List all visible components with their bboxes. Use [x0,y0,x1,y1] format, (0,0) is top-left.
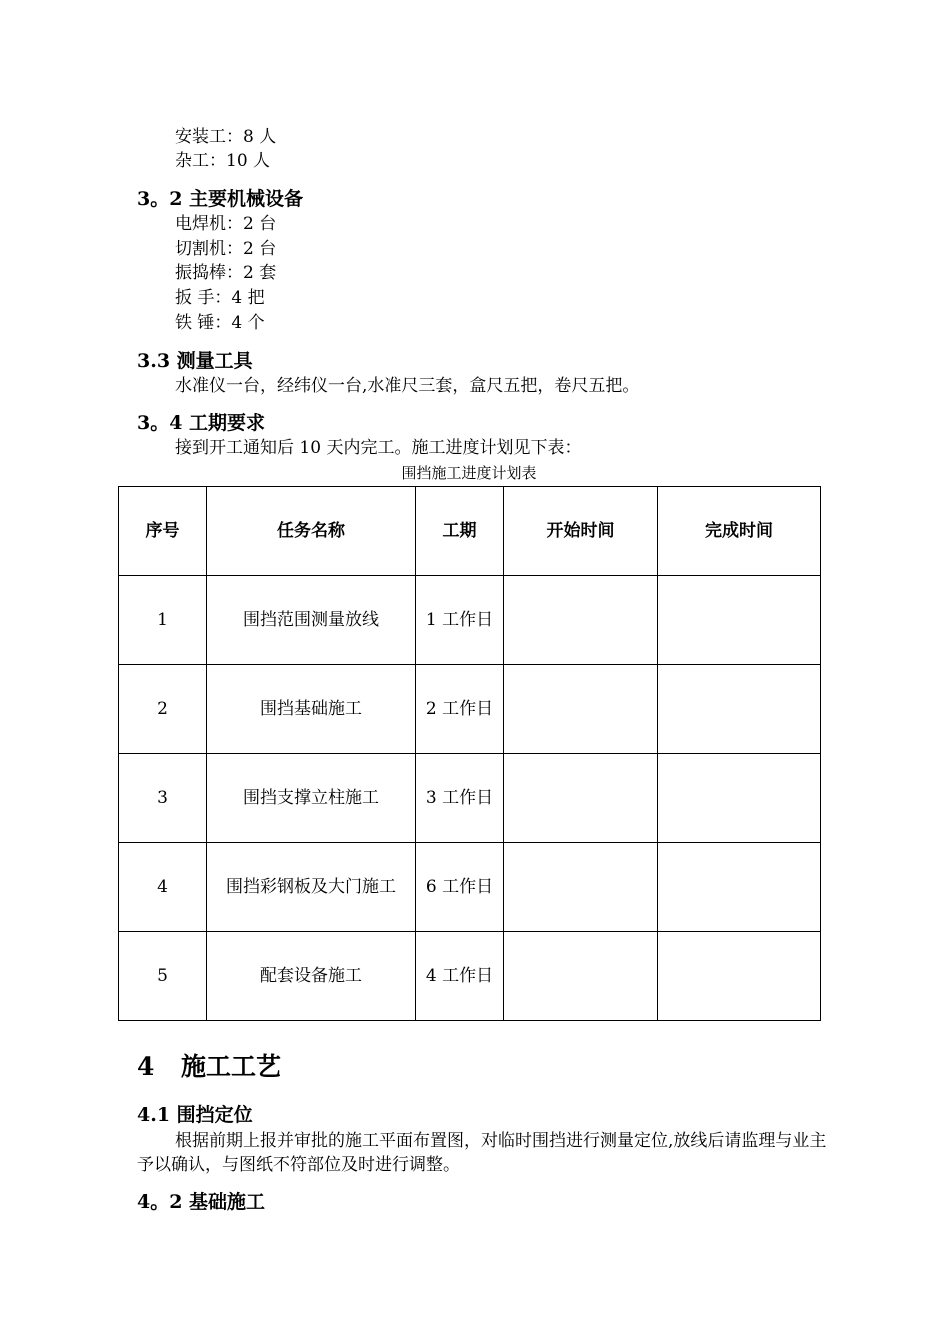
row-no: 3 [119,754,207,843]
row-duration: 4 工作日 [416,932,504,1021]
equipment-item: 铁 锤：4 个 [175,313,265,333]
row-end [658,665,821,754]
row-task: 围挡支撑立柱施工 [207,754,416,843]
header-duration: 工期 [416,487,504,576]
row-start [504,754,658,843]
heading-3-2: 3。2 主要机械设备 [137,188,304,210]
row-end [658,754,821,843]
row-end [658,932,821,1021]
row-task: 围挡彩钢板及大门施工 [207,843,416,932]
row-task: 围挡范围测量放线 [207,576,416,665]
row-no: 2 [119,665,207,754]
table-row [119,754,821,843]
row-duration: 2 工作日 [416,665,504,754]
heading-4-title: 施工工艺 [181,1052,282,1081]
staff-install: 安装工：8 人 [175,127,277,147]
row-task: 配套设备施工 [207,932,416,1021]
equipment-item: 电焊机：2 台 [175,214,277,234]
row-duration: 1 工作日 [416,576,504,665]
header-start: 开始时间 [504,487,658,576]
schedule-table [118,486,821,1021]
heading-4 [137,1052,281,1082]
heading-4-1: 4.1 围挡定位 [137,1104,253,1126]
equipment-item: 切割机：2 台 [175,239,277,259]
heading-3-4: 3。4 工期要求 [137,412,266,434]
row-start [504,932,658,1021]
tools-text: 水准仪一台，经纬仪一台,水准尺三套，盒尺五把，卷尺五把。 [175,376,640,396]
equipment-item: 扳 手：4 把 [175,288,265,308]
row-start [504,665,658,754]
row-no: 4 [119,843,207,932]
row-end [658,843,821,932]
row-start [504,843,658,932]
table-row [119,843,821,932]
table-row [119,576,821,665]
row-start [504,576,658,665]
staff-misc: 杂工：10 人 [175,151,271,171]
row-end [658,576,821,665]
heading-4-2: 4。2 基础施工 [137,1191,266,1213]
row-no: 1 [119,576,207,665]
header-no: 序号 [119,487,207,576]
row-task: 围挡基础施工 [207,665,416,754]
heading-3-3: 3.3 测量工具 [137,350,253,372]
row-duration: 6 工作日 [416,843,504,932]
header-end: 完成时间 [658,487,821,576]
table-caption: 围挡施工进度计划表 [401,464,537,482]
heading-4-number: 4 [137,1052,155,1081]
positioning-paragraph: 根据前期上报并审批的施工平面布置图，对临时围挡进行测量定位,放线后请监理与业主予以确认，与图纸不符部位及时进行调整。 [137,1131,827,1175]
table-header-row [119,487,821,576]
row-no: 5 [119,932,207,1021]
header-task: 任务名称 [207,487,416,576]
table-row [119,665,821,754]
row-duration: 3 工作日 [416,754,504,843]
schedule-text: 接到开工通知后 10 天内完工。施工进度计划见下表： [175,438,582,458]
table-row [119,932,821,1021]
equipment-item: 振捣棒：2 套 [175,263,277,283]
